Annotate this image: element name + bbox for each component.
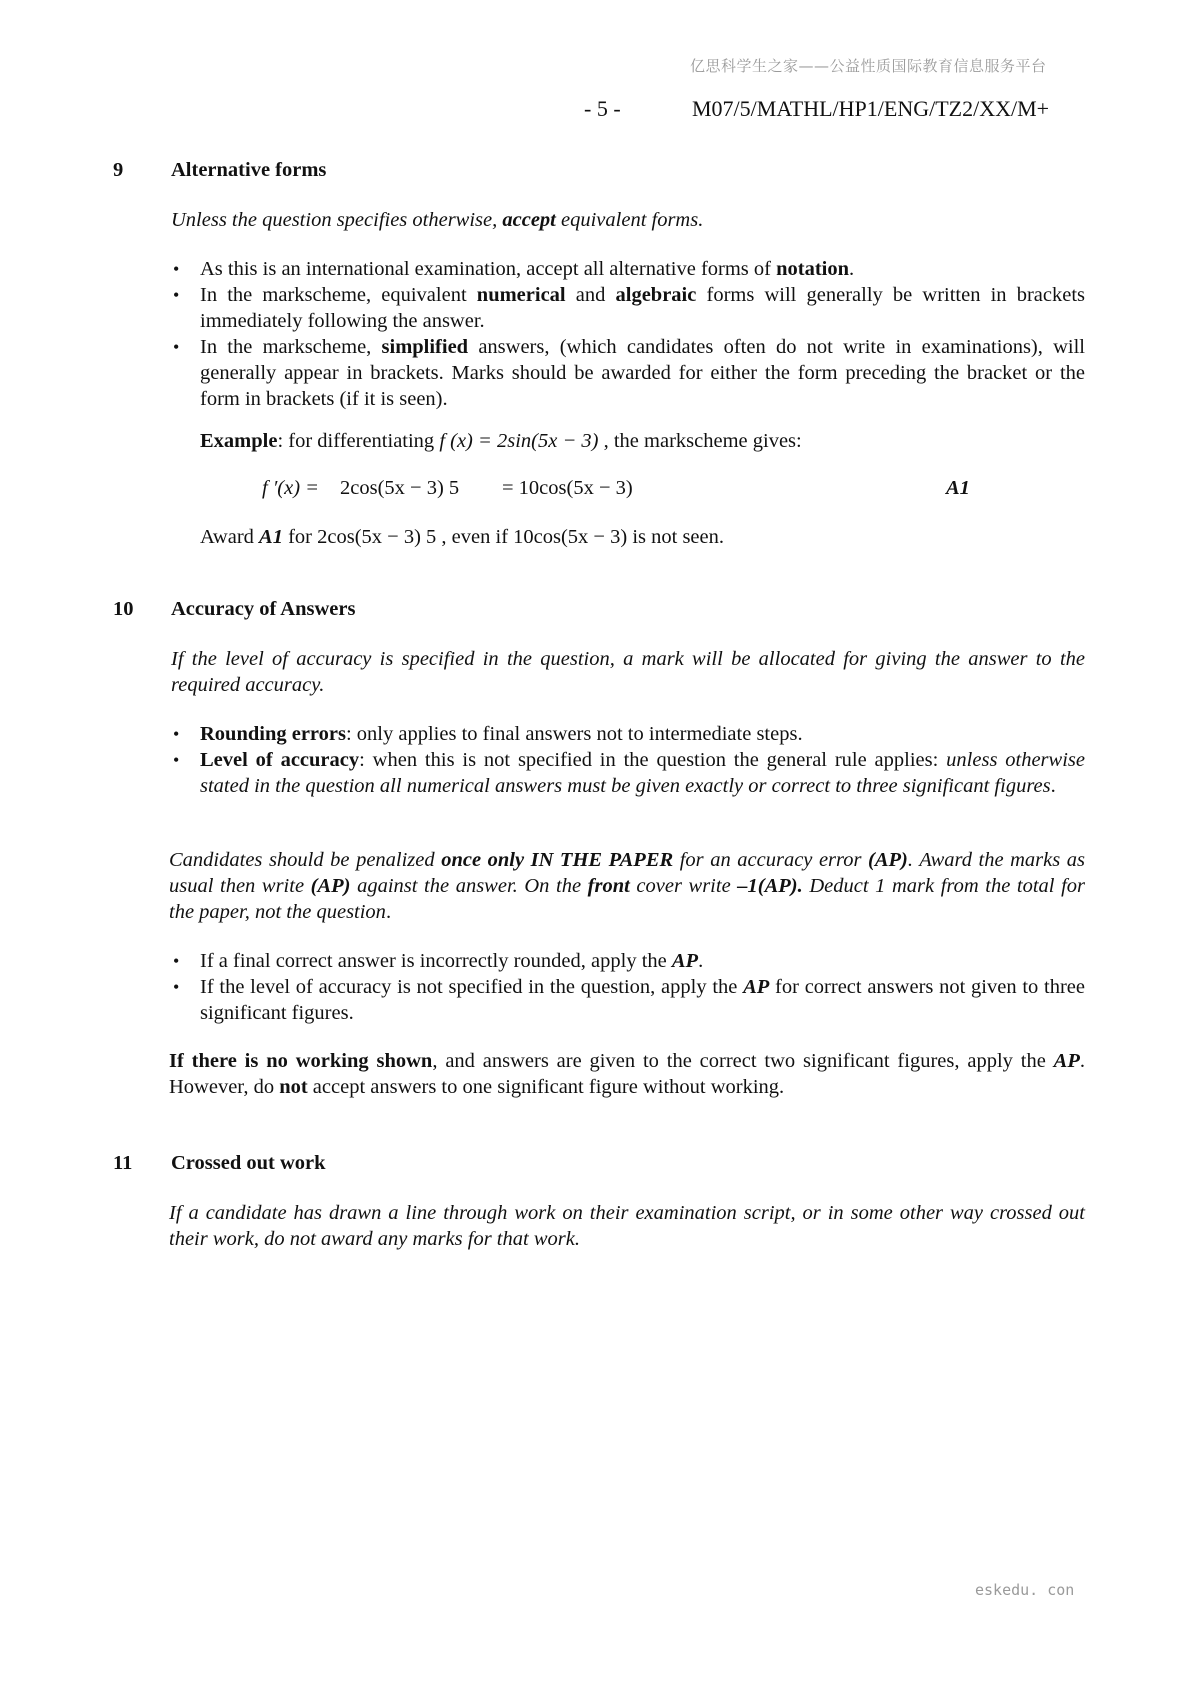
item-text: and — [565, 284, 616, 306]
item-emphasis: Rounding errors — [200, 723, 346, 745]
penalty-emphasis: (AP) — [868, 849, 908, 871]
item-text: answers, (which candidates often do not write in examinations), will generally appear in brackets. Marks should be awarded for either the form preceding the bracket or the form in brackets (if it is seen). — [200, 336, 1085, 410]
item-text: If the level of accuracy is not specified in the question, apply the — [200, 976, 744, 998]
item-emphasis: AP — [671, 950, 699, 972]
list-item — [171, 974, 1085, 1026]
item-emphasis: simplified — [381, 336, 469, 358]
award-text: is not seen. — [632, 526, 724, 548]
award-text: Award — [200, 526, 260, 548]
intro-text: Unless the question specifies otherwise, — [171, 209, 503, 231]
award-expression: 10cos(5x − 3) — [513, 526, 628, 548]
section-number: 9 — [113, 159, 124, 181]
section-intro — [171, 207, 1085, 233]
bullet-icon: • — [173, 951, 180, 971]
intro-emphasis: accept — [502, 209, 556, 231]
paragraph-emphasis: If there is no working shown — [169, 1050, 433, 1072]
item-text: : only applies to final answers not to intermediate steps. — [345, 723, 803, 745]
bullet-icon: • — [173, 259, 180, 279]
section-title: Crossed out work — [171, 1152, 326, 1174]
example-text: : for differentiating — [277, 430, 440, 452]
award-text: , even if — [436, 526, 514, 548]
item-emphasis: AP — [743, 976, 770, 998]
bullet-icon: • — [173, 285, 180, 305]
page-number: - 5 - — [584, 96, 621, 121]
penalty-emphasis: front — [587, 875, 630, 897]
award-text: for — [282, 526, 318, 548]
paragraph-emphasis: AP — [1053, 1050, 1080, 1072]
bullet-icon: • — [173, 337, 180, 357]
example-line — [200, 428, 1085, 454]
item-emphasis: Level of accuracy — [200, 749, 360, 771]
formula-lhs: f ′(x) = — [262, 477, 320, 499]
item-text: As this is an international examination, accept all alternative forms of — [200, 258, 777, 280]
list-item — [171, 282, 1085, 334]
formula-simplified: = 10cos(5x − 3) — [502, 477, 633, 499]
bullet-icon: • — [173, 724, 180, 744]
award-expression: 2cos(5x − 3) 5 — [317, 526, 437, 548]
bullet-icon: • — [173, 977, 180, 997]
example-text: , the markscheme gives: — [598, 430, 802, 452]
section-title: Alternative forms — [171, 159, 327, 181]
bullet-list — [171, 256, 1085, 412]
item-text: If a final correct answer is incorrectly rounded, apply the — [200, 950, 672, 972]
item-text: In the markscheme, equivalent — [200, 284, 477, 306]
paragraph-text: accept answers to one significant figure without working. — [307, 1076, 785, 1098]
paragraph-emphasis: not — [279, 1076, 308, 1098]
document-code: M07/5/MATHL/HP1/ENG/TZ2/XX/M+ — [692, 96, 1050, 121]
penalty-text: . Award the marks as usual then write — [169, 849, 1086, 897]
award-mark: A1 — [259, 526, 283, 548]
penalty-text: for an accuracy error — [673, 849, 869, 871]
section-number: 10 — [113, 598, 134, 620]
list-item — [171, 721, 1085, 747]
penalty-emphasis: once only IN THE PAPER — [441, 849, 674, 871]
list-item — [171, 747, 1085, 799]
bullet-icon: • — [173, 750, 180, 770]
list-item — [171, 334, 1085, 412]
penalty-text: Deduct 1 mark from the total for the paper, not the question — [169, 875, 1086, 923]
paragraph-text: , and answers are given to the correct two significant figures, apply the — [432, 1050, 1054, 1072]
item-text: . — [698, 950, 704, 972]
item-text: . — [1050, 775, 1056, 797]
penalty-text: Candidates should be penalized — [169, 849, 442, 871]
penalty-text: . — [385, 901, 392, 923]
footer-watermark: eskedu. con — [975, 1581, 1075, 1599]
item-text: forms will generally be written in brackets immediately following the answer. — [200, 284, 1085, 332]
penalty-text: cover write — [629, 875, 738, 897]
example-function: f (x) = 2sin(5x − 3) — [439, 430, 599, 452]
paragraph-text: . However, do — [169, 1050, 1085, 1098]
penalty-paragraph — [169, 847, 1085, 925]
section-title: Accuracy of Answers — [171, 598, 356, 620]
section-number: 11 — [113, 1152, 133, 1174]
penalty-emphasis: (AP) — [310, 875, 351, 897]
section-body: If a candidate has drawn a line through work on their examination script, or in some other way crossed out their work, do not award any marks for that work. — [169, 1202, 1085, 1250]
list-item — [171, 948, 1085, 974]
item-text: for correct answers not given to three significant figures. — [200, 976, 1085, 1024]
penalty-emphasis: –1(AP). — [737, 875, 803, 897]
item-emphasis: algebraic — [615, 284, 697, 306]
item-text: . — [849, 258, 855, 280]
intro-text: equivalent forms. — [555, 209, 704, 231]
bullet-list — [171, 948, 1085, 1026]
watermark-text: 亿思科学生之家——公益性质国际教育信息服务平台 — [690, 57, 1047, 75]
example-label: Example — [200, 430, 278, 452]
no-working-paragraph — [169, 1048, 1085, 1100]
item-italic: unless otherwise stated in the question all numerical answers must be given exactly or correct to three significant figures — [200, 749, 1085, 797]
formula-middle: 2cos(5x − 3) 5 — [340, 477, 460, 499]
item-text: In the markscheme, — [200, 336, 382, 358]
award-line — [200, 524, 1085, 550]
item-emphasis: notation — [776, 258, 849, 280]
list-item — [171, 256, 1085, 282]
penalty-text: against the answer. On the — [350, 875, 588, 897]
section-intro: If the level of accuracy is specified in the question, a mark will be allocated for giving the answer to the required accuracy. — [171, 648, 1085, 696]
item-emphasis: numerical — [476, 284, 566, 306]
bullet-list — [171, 721, 1085, 799]
item-text: : when this is not specified in the question the general rule applies: — [359, 749, 947, 771]
formula-mark: A1 — [946, 477, 970, 499]
